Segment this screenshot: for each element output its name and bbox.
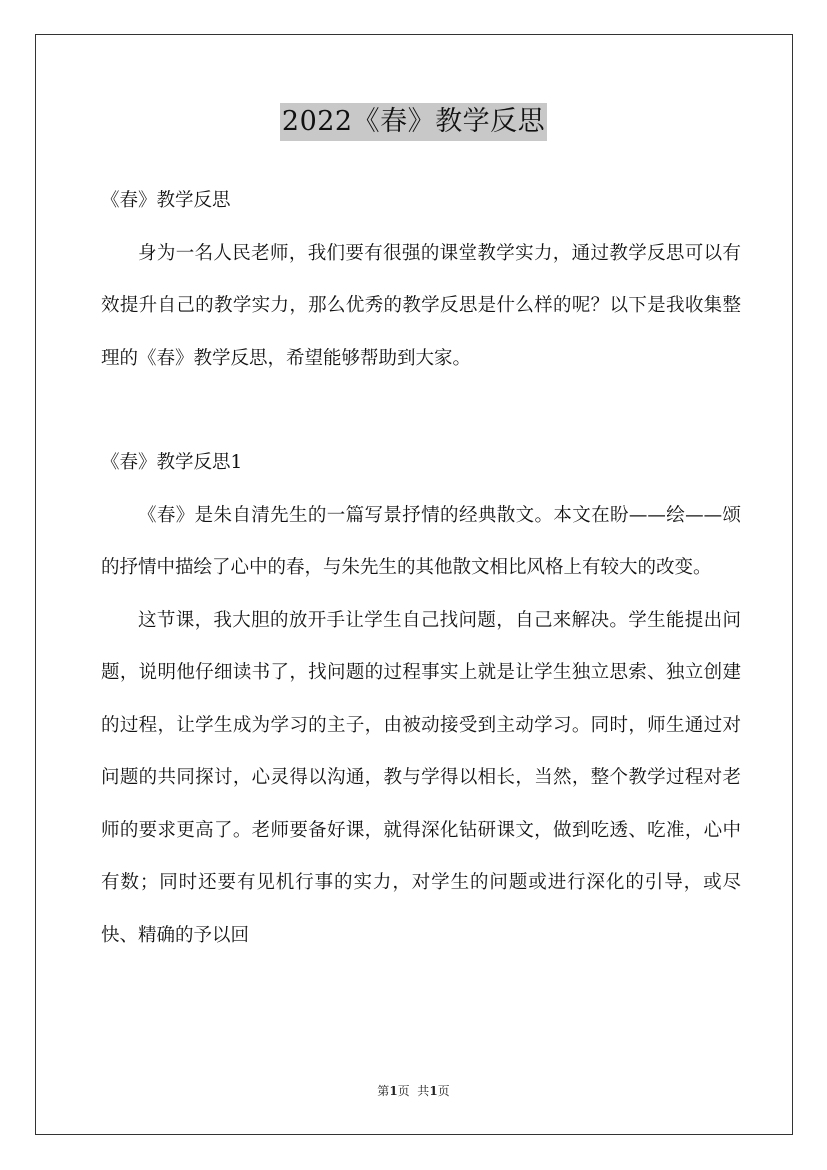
document-body: [101, 175, 741, 962]
page-footer: [0, 1083, 827, 1099]
intro-heading: 《春》教学反思: [101, 190, 231, 211]
footer-mid: 页 共: [397, 1084, 430, 1098]
section-gap: [101, 385, 741, 437]
document-title: 2022《春》教学反思: [280, 103, 547, 141]
footer-page-number: 1: [389, 1084, 398, 1098]
section1-paragraph-2: 这节课，我大胆的放开手让学生自己找问题，自己来解决。学生能提出问题，说明他仔细读书了，找问题的过程事实上就是让学生独立思索、独立创建的过程，让学生成为学习的主子，由被动接受到主动学习。同时，师生通过对问题的共同探讨，心灵得以沟通，教与学得以相长，当然，整个教学过程对老师的要求更高了。老师要备好课，就得深化钻研课文，做到吃透、吃准，心中有数；同时还要有见机行事的实力，对学生的问题或进行深化的引导，或尽快、精确的予以回: [101, 609, 741, 946]
footer-prefix: 第: [377, 1084, 390, 1098]
footer-total-pages: 1: [429, 1084, 438, 1098]
section1-paragraph-1: 《春》是朱自清先生的一篇写景抒情的经典散文。本文在盼——绘——颂的抒情中描绘了心中的春，与朱先生的其他散文相比风格上有较大的改变。: [101, 504, 741, 578]
intro-paragraph: 身为一名人民老师，我们要有很强的课堂教学实力，通过教学反思可以有效提升自己的教学实力，那么优秀的教学反思是什么样的呢？以下是我收集整理的《春》教学反思，希望能够帮助到大家。: [101, 242, 741, 369]
section1-heading: 《春》教学反思1: [101, 452, 243, 473]
footer-suffix: 页: [437, 1084, 450, 1098]
title-container: [0, 103, 827, 141]
